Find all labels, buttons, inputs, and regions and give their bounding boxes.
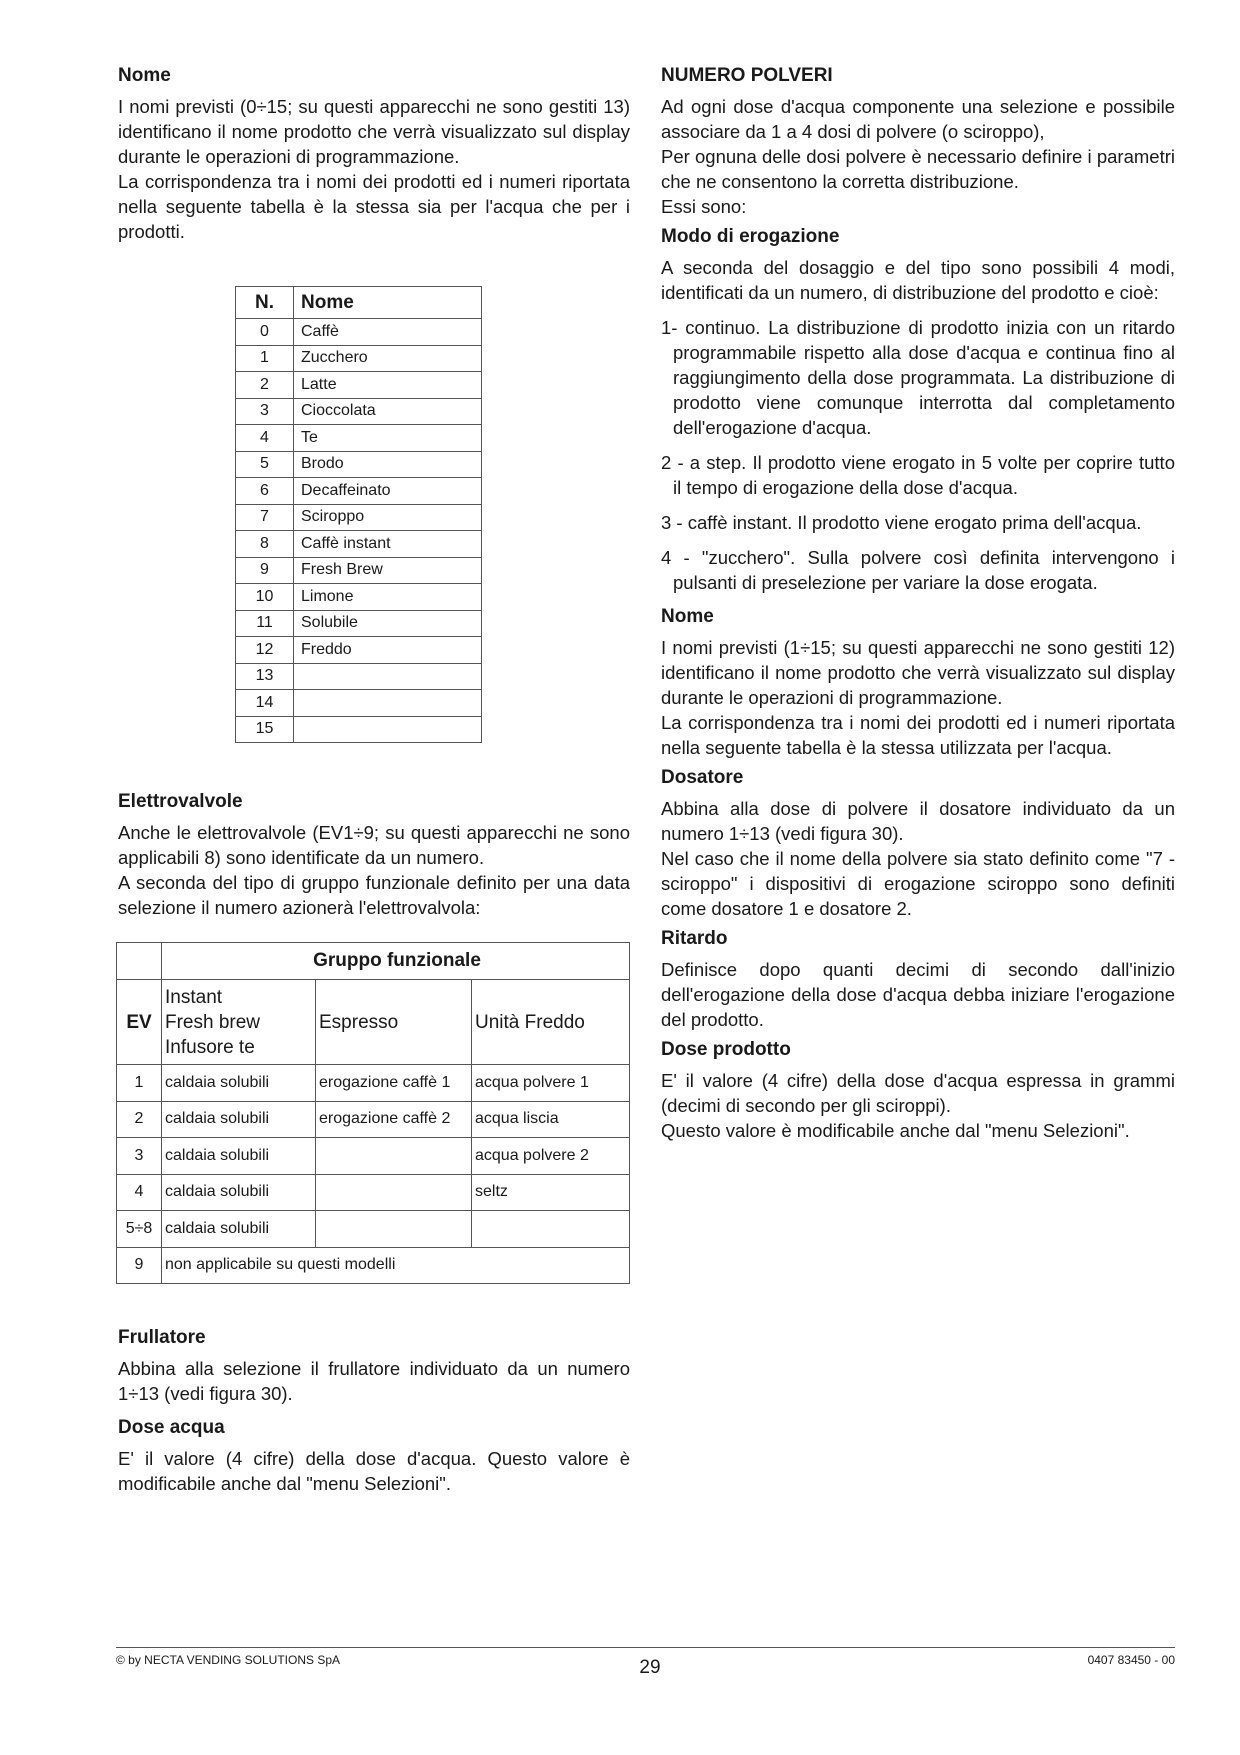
product-name-cell: Limone <box>294 584 482 611</box>
product-number-cell: 10 <box>236 584 294 611</box>
instant-cell: caldaia solubili <box>162 1101 316 1138</box>
instant-cell: caldaia solubili <box>162 1211 316 1248</box>
product-name-cell: Caffè instant <box>294 531 482 558</box>
nome-polvere-paragraph-2: La corrispondenza tra i nomi dei prodotti ed i numeri riportata nella seguente tabella è la stessa utilizzata per l'acqua. <box>661 712 1175 758</box>
product-name-cell: Caffè <box>294 319 482 346</box>
fresh-brew-header-line: Fresh brew <box>165 1011 261 1033</box>
section-heading-modo: Modo di erogazione <box>661 226 840 247</box>
section-heading-dosatore: Dosatore <box>661 767 744 788</box>
elettrovalvole-paragraph-1: Anche le elettrovalvole (EV1÷9; su questi apparecchi ne sono applicabili 8) sono identificate da un numero. <box>118 822 630 868</box>
valves-corner-cell <box>117 943 162 980</box>
instant-cell: caldaia solubili <box>162 1138 316 1175</box>
product-name-cell <box>294 663 482 690</box>
section-heading-dose-acqua: Dose acqua <box>118 1417 225 1438</box>
product-name-cell: Zucchero <box>294 345 482 372</box>
unita-freddo-cell: seltz <box>472 1174 630 1211</box>
product-number-cell: 0 <box>236 319 294 346</box>
unita-freddo-cell: acqua polvere 1 <box>472 1065 630 1102</box>
ev-number-cell: 9 <box>117 1247 162 1284</box>
table-row <box>236 716 482 743</box>
product-number-cell: 9 <box>236 557 294 584</box>
unita-freddo-header: Unità Freddo <box>472 980 630 1065</box>
section-heading-ritardo: Ritardo <box>661 928 728 949</box>
table-row <box>236 372 482 399</box>
dosatore-paragraph-2: Nel caso che il nome della polvere sia stato definito come "7 - sciroppo" i dispositivi di erogazione sciroppo sono definiti come dosatore 1 e dosatore 2. <box>661 848 1175 919</box>
table-row <box>117 1174 630 1211</box>
product-number-cell: 2 <box>236 372 294 399</box>
espresso-cell <box>316 1211 472 1248</box>
footer-doc-code: 0407 83450 - 00 <box>1087 1653 1175 1667</box>
product-number-cell: 4 <box>236 425 294 452</box>
frullatore-paragraph: Abbina alla selezione il frullatore individuato da un numero 1÷13 (vedi figura 30). <box>118 1358 630 1404</box>
footer-copyright: © by NECTA VENDING SOLUTIONS SpA <box>116 1653 341 1667</box>
infusore-header-line: Infusore te <box>165 1036 255 1058</box>
ritardo-paragraph: Definisce dopo quanti decimi di secondo dall'inizio dell'erogazione della dose d'acqua debba iniziare l'erogazione del prodotto. <box>661 959 1175 1030</box>
right-column <box>661 64 1175 1143</box>
nome-polvere-paragraph-1: I nomi previsti (1÷15; su questi apparecchi ne sono gestiti 12) identificano il nome prodotto che verrà visualizzato sul display durante le operazioni di programmazione. <box>661 637 1175 708</box>
section-heading-numero-polveri: NUMERO POLVERI <box>661 65 833 86</box>
table-row <box>236 610 482 637</box>
product-name-cell: Latte <box>294 372 482 399</box>
dosatore-paragraph-1: Abbina alla dose di polvere il dosatore individuato da un numero 1÷13 (vedi figura 30). <box>661 798 1175 844</box>
espresso-cell: erogazione caffè 1 <box>316 1065 472 1102</box>
table-row <box>236 398 482 425</box>
ev-header: EV <box>117 980 162 1065</box>
table-row <box>117 1101 630 1138</box>
table-row <box>236 690 482 717</box>
column-header-name: Nome <box>294 287 482 319</box>
nome-paragraph-2: La corrispondenza tra i nomi dei prodotti ed i numeri riportata nella seguente tabella è la stessa sia per l'acqua che per i prodotti. <box>118 171 630 242</box>
table-row <box>236 425 482 452</box>
product-name-cell: Fresh Brew <box>294 557 482 584</box>
ev-number-cell: 3 <box>117 1138 162 1175</box>
dose-acqua-paragraph: E' il valore (4 cifre) della dose d'acqua. Questo valore è modificabile anche dal "menu Selezioni". <box>118 1448 630 1494</box>
product-number-cell: 11 <box>236 610 294 637</box>
instant-header <box>162 980 316 1065</box>
product-number-cell: 8 <box>236 531 294 558</box>
numero-polveri-paragraph-3: Essi sono: <box>661 196 747 217</box>
section-heading-nome-polvere: Nome <box>661 606 714 627</box>
table-row <box>236 584 482 611</box>
section-heading-nome: Nome <box>118 65 171 86</box>
table-header-row <box>236 287 482 319</box>
product-number-cell: 5 <box>236 451 294 478</box>
table-row <box>236 557 482 584</box>
modo-item-1: 1- continuo. La distribuzione di prodotto inizia con un ritardo programmabile rispetto alla dose d'acqua e continua fino al raggiungimento della dose programmata. La distribuzione di prodotto viene comunque interrotta dal completamento dell'erogazione d'acqua. <box>661 317 1175 438</box>
section-heading-frullatore: Frullatore <box>118 1327 206 1348</box>
unita-freddo-cell: acqua liscia <box>472 1101 630 1138</box>
product-number-cell: 3 <box>236 398 294 425</box>
instant-cell: caldaia solubili <box>162 1065 316 1102</box>
modo-item-2: 2 - a step. Il prodotto viene erogato in 5 volte per coprire tutto il tempo di erogazione della dose d'acqua. <box>661 452 1175 498</box>
table-row <box>117 1065 630 1102</box>
table-row <box>236 451 482 478</box>
valves-group-header-row <box>117 943 630 980</box>
espresso-cell <box>316 1138 472 1175</box>
table-row <box>117 1211 630 1248</box>
product-name-cell: Sciroppo <box>294 504 482 531</box>
product-name-cell: Brodo <box>294 451 482 478</box>
product-name-cell: Decaffeinato <box>294 478 482 505</box>
espresso-header: Espresso <box>316 980 472 1065</box>
numero-polveri-paragraph-2: Per ognuna delle dosi polvere è necessario definire i parametri che ne consentono la corretta distribuzione. <box>661 146 1175 192</box>
espresso-cell <box>316 1174 472 1211</box>
table-row <box>236 345 482 372</box>
numero-polveri-paragraph-1: Ad ogni dose d'acqua componente una selezione e possibile associare da 1 a 4 dosi di polvere (o sciroppo), <box>661 96 1175 142</box>
dose-prodotto-paragraph-2: Questo valore è modificabile anche dal "menu Selezioni". <box>661 1120 1130 1141</box>
elettrovalvole-paragraph-2: A seconda del tipo di gruppo funzionale definito per una data selezione il numero azionerà l'elettrovalvola: <box>118 872 630 918</box>
modo-paragraph: A seconda del dosaggio e del tipo sono possibili 4 modi, identificati da un numero, di distribuzione del prodotto e cioè: <box>661 257 1175 303</box>
dose-prodotto-paragraph-1: E' il valore (4 cifre) della dose d'acqua espressa in grammi (decimi di secondo per gli sciroppi). <box>661 1070 1175 1116</box>
section-heading-dose-prodotto: Dose prodotto <box>661 1039 791 1060</box>
instant-header-line: Instant <box>165 986 223 1008</box>
ev-number-cell: 1 <box>117 1065 162 1102</box>
product-name-cell <box>294 716 482 743</box>
ev-number-cell: 4 <box>117 1174 162 1211</box>
unita-freddo-cell <box>472 1211 630 1248</box>
group-header: Gruppo funzionale <box>162 943 630 980</box>
product-name-cell: Te <box>294 425 482 452</box>
product-number-cell: 6 <box>236 478 294 505</box>
footer-divider <box>116 1647 1175 1648</box>
left-column-bottom <box>118 1326 630 1496</box>
instant-cell: caldaia solubili <box>162 1174 316 1211</box>
product-number-cell: 15 <box>236 716 294 743</box>
page-number: 29 <box>639 1657 661 1678</box>
nome-paragraph-1: I nomi previsti (0÷15; su questi apparecchi ne sono gestiti 13) identificano il nome prodotto che verrà visualizzato sul display durante le operazioni di programmazione. <box>118 96 630 167</box>
product-name-cell: Solubile <box>294 610 482 637</box>
modo-item-4: 4 - "zucchero". Sulla polvere così definita intervengono i pulsanti di preselezione per variare la dose erogata. <box>661 547 1175 593</box>
product-names-table <box>235 286 482 743</box>
left-column-top <box>118 64 630 244</box>
table-row <box>236 663 482 690</box>
table-row <box>236 531 482 558</box>
product-number-cell: 12 <box>236 637 294 664</box>
product-number-cell: 7 <box>236 504 294 531</box>
table-row <box>236 504 482 531</box>
table-row <box>117 1138 630 1175</box>
valves-column-header-row <box>117 980 630 1065</box>
table-row <box>236 478 482 505</box>
table-row <box>236 319 482 346</box>
espresso-cell: erogazione caffè 2 <box>316 1101 472 1138</box>
product-name-cell <box>294 690 482 717</box>
column-header-number: N. <box>236 287 294 319</box>
product-name-cell: Cioccolata <box>294 398 482 425</box>
unita-freddo-cell: acqua polvere 2 <box>472 1138 630 1175</box>
valves-last-row <box>117 1247 630 1284</box>
ev-number-cell: 5÷8 <box>117 1211 162 1248</box>
modo-item-3: 3 - caffè instant. Il prodotto viene erogato prima dell'acqua. <box>661 512 1142 533</box>
product-number-cell: 14 <box>236 690 294 717</box>
product-number-cell: 13 <box>236 663 294 690</box>
not-applicable-cell: non applicabile su questi modelli <box>162 1247 630 1284</box>
ev-number-cell: 2 <box>117 1101 162 1138</box>
product-name-cell: Freddo <box>294 637 482 664</box>
product-number-cell: 1 <box>236 345 294 372</box>
section-heading-elettrovalvole: Elettrovalvole <box>118 791 243 812</box>
table-row <box>236 637 482 664</box>
valves-table <box>116 942 630 1284</box>
left-column-elettrovalvole <box>118 790 630 920</box>
